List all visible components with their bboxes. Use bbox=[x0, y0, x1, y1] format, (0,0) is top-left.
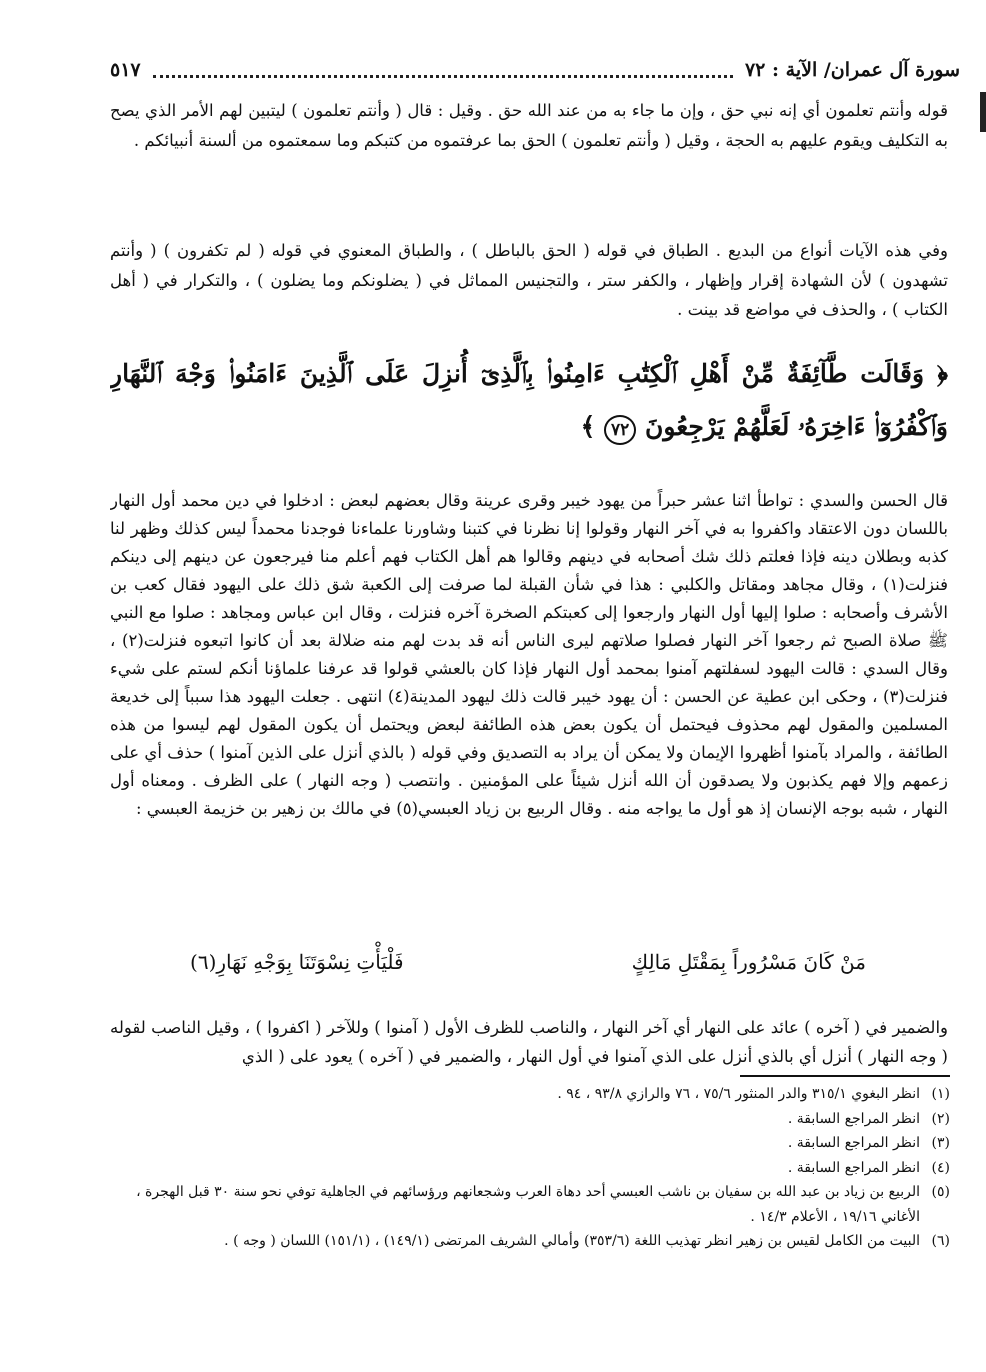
footnote-item bbox=[110, 1180, 950, 1229]
footnote-number: (١) bbox=[931, 1086, 950, 1102]
poem-verse bbox=[190, 942, 866, 982]
footnote-separator bbox=[740, 1075, 950, 1077]
footnote-item bbox=[110, 1156, 950, 1181]
footnote-number: (٦) bbox=[931, 1233, 950, 1249]
footnote-text: انظر البغوي ٣١٥/١ والدر المنثور ٧٥/٦ ، ٧٦ والرازي ٩٣/٨ ، ٩٤ . bbox=[557, 1086, 920, 1102]
body-text-top bbox=[110, 96, 948, 346]
footnote-number: (٤) bbox=[931, 1159, 950, 1176]
quran-verse bbox=[110, 348, 948, 466]
footnote-number: (٥) bbox=[931, 1184, 950, 1200]
verse-close-bracket: ﴾ bbox=[580, 411, 596, 441]
paragraph-1: قوله وأنتم تعلمون أي إنه نبي حق ، وإن ما جاء به من عند الله حق . وقيل : قال ( وأنتم تعلمون ) ليتبين لهم الأمر الذي يصح به التكليف ويقوم عليهم به الحجة ، وقيل ( وأنتم تعلمون ) الحق بما عرفتموه من كتبكم وما سمعتموه من ألسنة أنبيائكم . bbox=[110, 101, 948, 150]
verse-open-bracket: ﴿ bbox=[936, 359, 948, 388]
paragraph-4: والضمير في ( آخره ) عائد على النهار أي آخر النهار ، والناصب للظرف الأول ( آمنوا ) وللآخر ( اكفروا ) ، وقيل الناصب لقوله ( وجه النهار ) أنزل أي بالذي أنزل على الذي آمنوا في أول النهار ، والضمير في ( آخره ) يعود على ( الذي bbox=[110, 1017, 948, 1067]
footnote-item bbox=[110, 1229, 950, 1254]
page-edge-mark bbox=[980, 92, 986, 132]
paragraph-2: وفي هذه الآيات أنواع من البديع . الطباق في قوله ( الحق بالباطل ) ، والطباق المعنوي في قوله ( لم تكفرون ) ( وأنتم تشهدون ) لأن الشهادة إقرار وإظهار ، والكفر ستر ، والتجنيس المماثل في ( يضلونكم وما يضلون ) ، والتكرار في ( أهل الكتاب ) ، والحذف في مواضع قد بينت . bbox=[110, 241, 948, 320]
footnote-item bbox=[110, 1082, 950, 1107]
footnote-text: البيت من الكامل لقيس بن زهير انظر تهذيب اللغة (٣٥٣/٦) وأمالي الشريف المرتضى (١٤٩/١) ، (١٥١/١) اللسان ( وجه ) . bbox=[224, 1233, 920, 1249]
footnote-text: انظر المراجع السابقة . bbox=[787, 1110, 920, 1127]
footnote-text: انظر المراجع السابقة . bbox=[787, 1135, 920, 1151]
dotted-leader bbox=[153, 63, 733, 78]
footnote-number: (٣) bbox=[931, 1135, 950, 1151]
poem-hemistich-1: مَنْ كَانَ مَسْرُوراً بِمَقْتَلِ مَالِكٍ bbox=[631, 950, 866, 974]
surah-title: سورة آل عمران/ الآية : ٧٢ bbox=[744, 59, 960, 81]
running-header bbox=[110, 54, 960, 86]
verse-text: وَقَالَت طَّآئِفَةٌ مِّنْ أَهْلِ ٱلْكِتَٰبِ ءَامِنُوا۟ بِٱلَّذِىٓ أُنزِلَ عَلَى ٱلَّذِينَ ءَامَنُوا۟ وَجْهَ ٱلنَّهَارِ وَٱكْفُرُوٓا۟ ءَاخِرَهُۥ لَعَلَّهُمْ يَرْجِعُونَ bbox=[110, 359, 948, 441]
footnote-number: (٢) bbox=[931, 1110, 950, 1127]
footnote-text: الربيع بن زياد بن عبد الله بن سفيان بن ناشب العبسي أحد دهاة العرب وشجعانهم ورؤسائهم في الجاهلية توفي نحو سنة ٣٠ قبل الهجرة ، الأغاني ١٩/١٦ ، الأعلام ١٤/٣ . bbox=[136, 1184, 920, 1225]
poem-hemistich-2: فَلْيَأْتِ نِسْوَتَنَا بِوَجْهِ نَهَارِ(٦) bbox=[190, 950, 404, 974]
footnote-item bbox=[110, 1131, 950, 1156]
ayah-number-badge: ٧٢ bbox=[604, 415, 636, 445]
footnote-item bbox=[110, 1107, 950, 1132]
paragraph-3: قال الحسن والسدي : تواطأ اثنا عشر حبراً من يهود خيبر وقرى عرينة وقال بعضهم لبعض : ادخلوا في دين محمد أول النهار باللسان دون الاعتقاد واكفروا به في آخر النهار وقولوا إنا نظرنا في كتبنا وشاورنا علماءنا فوجدنا محمداً ليس كذلك وظهر لنا كذبه وبطلان دينه فإذا فعلتم ذلك شك أصحابه في دينهم وقالوا هم أهل الكتاب فهم أعلم منا فيرجعون عن دينهم إلى دينكم فنزلت(١) ، وقال مجاهد ومقاتل والكلبي : هذا في شأن القبلة لما صرفت إلى الكعبة شق ذلك على اليهود فقال كعب بن الأشرف وأصحابه : صلوا إليها أول النهار وارجعوا إلى كعبتكم الصخرة آخره فنزلت ، وقال ابن عباس ومجاهد : صلوا مع النبي ﷺ صلاة الصبح ثم رجعوا آخر النهار فصلوا صلاتهم ليرى الناس أنه قد بدت لهم منه ضلالة بعد أن كانوا اتبعوه فنزلت(٢) ، وقال السدي : قالت اليهود لسفلتهم آمنوا بمحمد أول النهار فإذا كان بالعشي قولوا قد عرفنا علماؤنا أنكم لستم على شيء فنزلت(٣) ، وحكى ابن عطية عن الحسن : أن يهود خيبر قالت ذلك ليهود المدينة(٤) انتهى . جعلت اليهود هذا سبباً إلى خديعة المسلمين والمقول لهم محذوف فيحتمل أن يكون بعض هذه الطائفة لبعض ويحتمل أن يكون المقول لهم ليسوا من هذه الطائفة ، والمراد بآمنوا أظهروا الإيمان ولا يمكن أن يراد به التصديق وفي قوله ( بالذي أنزل على الذين آمنوا ) حذف أي على زعمهم وإلا فهم يكذبون ولا يصدقون أن الله أنزل شيئاً على المؤمنين . وانتصب ( وجه النهار ) على الظرف . ومعناه أول النهار ، شبه بوجه الإنسان إذ هو أول ما يواجه منه . وقال الربيع بن زياد العبسي(٥) في مالك بن زهير بن خزيمة العبسي : bbox=[110, 490, 948, 819]
footnote-text: انظر المراجع السابقة . bbox=[787, 1159, 920, 1176]
page-number: ٥١٧ bbox=[110, 59, 141, 81]
footnotes bbox=[110, 1082, 950, 1302]
